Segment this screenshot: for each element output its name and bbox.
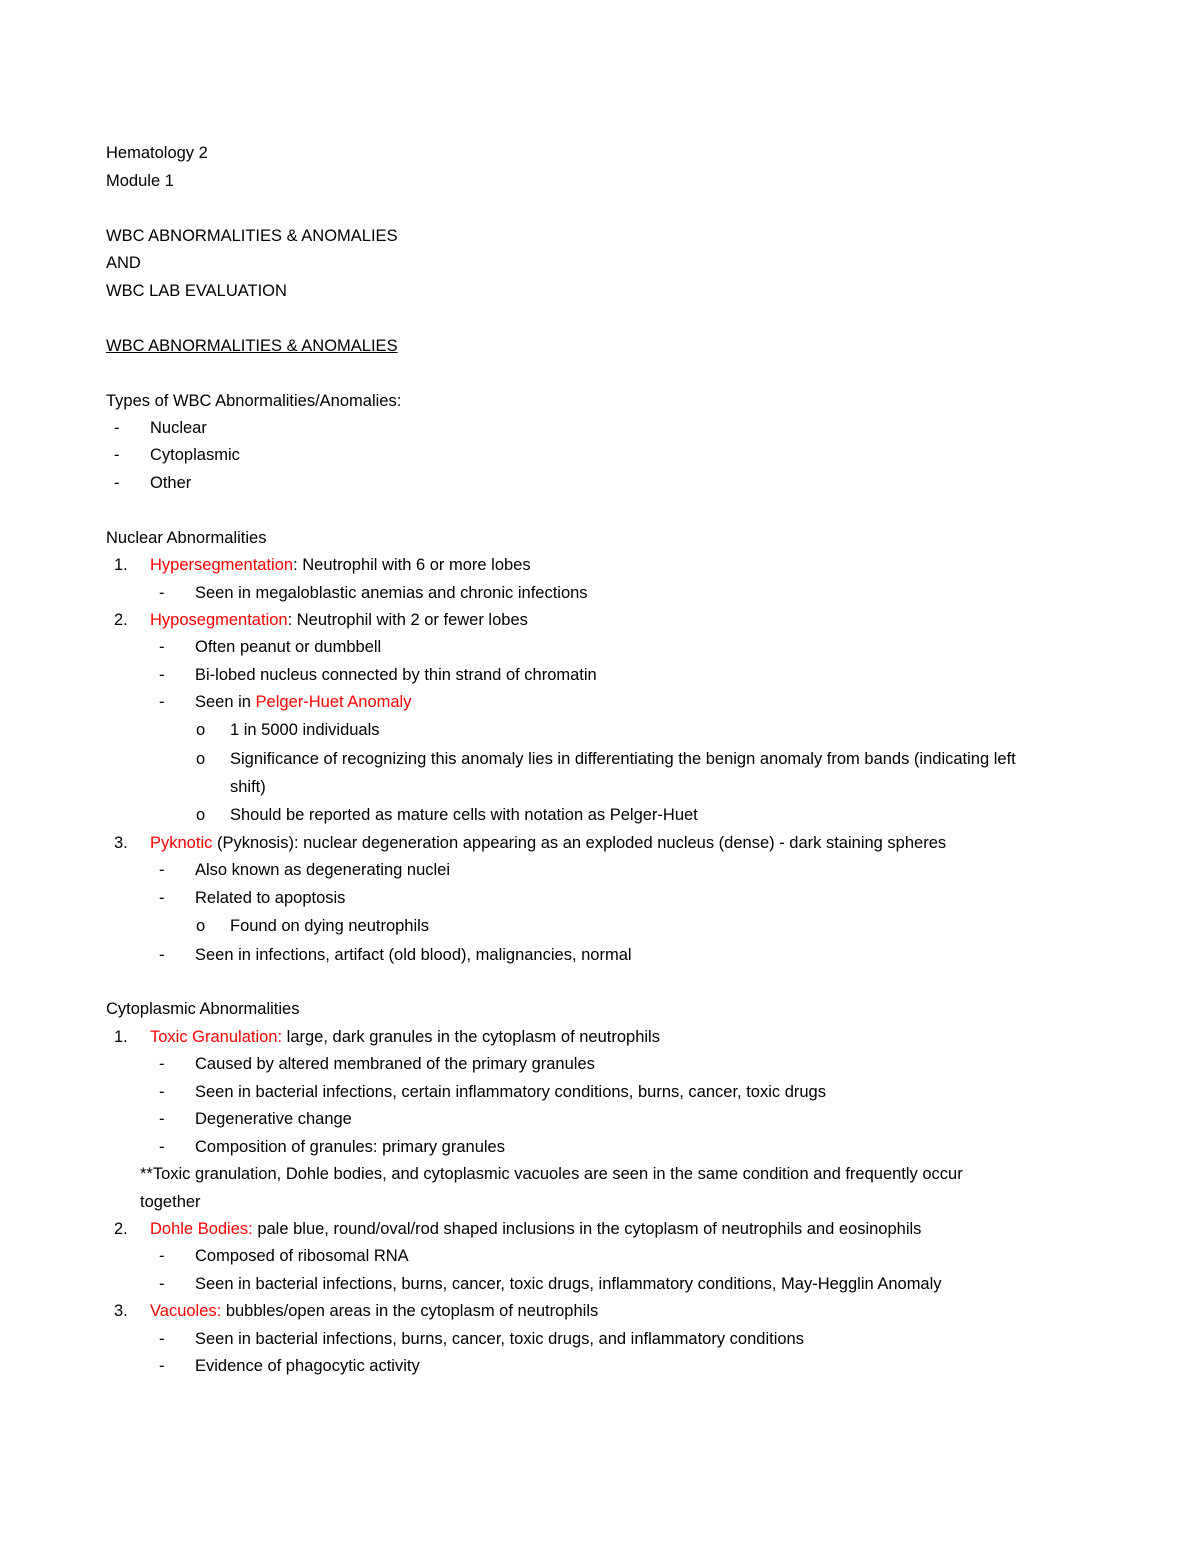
list-number: 1. bbox=[114, 1028, 128, 1046]
course-title: Hematology 2 bbox=[106, 144, 208, 162]
note-line: together bbox=[140, 1193, 201, 1211]
list-dash: - bbox=[159, 889, 165, 907]
bullet-item: Significance of recognizing this anomaly lies in differentiating the benign anomaly from bands (indicating left bbox=[230, 750, 1016, 768]
list-number: 3. bbox=[114, 1302, 128, 1320]
sub-item: Bi-lobed nucleus connected by thin strand of chromatin bbox=[195, 666, 597, 684]
term-description: : Neutrophil with 6 or more lobes bbox=[293, 556, 531, 574]
types-heading: Types of WBC Abnormalities/Anomalies: bbox=[106, 392, 402, 410]
topic-line-1: WBC ABNORMALITIES & ANOMALIES bbox=[106, 227, 398, 245]
list-item: Cytoplasmic bbox=[150, 446, 240, 464]
list-dash: - bbox=[159, 584, 165, 602]
term: Toxic Granulation: bbox=[150, 1028, 283, 1046]
nuclear-heading: Nuclear Abnormalities bbox=[106, 529, 267, 547]
bullet-item-continued: shift) bbox=[230, 778, 266, 796]
list-dash: - bbox=[159, 1083, 165, 1101]
list-number: 1. bbox=[114, 556, 128, 574]
list-dash: - bbox=[159, 1110, 165, 1128]
bullet-circle: o bbox=[196, 917, 206, 935]
bullet-circle: o bbox=[196, 806, 206, 824]
bullet-item: Found on dying neutrophils bbox=[230, 917, 430, 935]
sub-item: Often peanut or dumbbell bbox=[195, 638, 382, 656]
term-description: (Pyknosis): nuclear degeneration appearing as an exploded nucleus (dense) - dark staining spheres bbox=[212, 834, 947, 852]
sub-item: Composed of ribosomal RNA bbox=[195, 1247, 409, 1265]
list-dash: - bbox=[159, 1055, 165, 1073]
term: Pyknotic bbox=[150, 834, 213, 852]
list-dash: - bbox=[159, 1275, 165, 1293]
topic-and: AND bbox=[106, 254, 141, 272]
list-dash: - bbox=[159, 1138, 165, 1156]
term: Vacuoles: bbox=[150, 1302, 222, 1320]
sub-item: Seen in bacterial infections, burns, cancer, toxic drugs, inflammatory conditions, May-Hegglin Anomaly bbox=[195, 1275, 942, 1293]
list-dash: - bbox=[159, 1357, 165, 1375]
bullet-circle: o bbox=[196, 721, 206, 739]
list-dash: - bbox=[114, 474, 120, 492]
cytoplasmic-heading: Cytoplasmic Abnormalities bbox=[106, 1000, 300, 1018]
list-dash: - bbox=[114, 446, 120, 464]
list-number: 3. bbox=[114, 834, 128, 852]
bullet-item: Should be reported as mature cells with notation as Pelger-Huet bbox=[230, 806, 698, 824]
list-dash: - bbox=[159, 638, 165, 656]
sub-item: Related to apoptosis bbox=[195, 889, 346, 907]
sub-item bbox=[195, 692, 411, 712]
bullet-item: 1 in 5000 individuals bbox=[230, 721, 380, 739]
sub-item: Composition of granules: primary granules bbox=[195, 1138, 505, 1156]
sub-item: Caused by altered membraned of the primary granules bbox=[195, 1055, 595, 1073]
term-description: : Neutrophil with 2 or fewer lobes bbox=[287, 611, 528, 629]
list-dash: - bbox=[159, 861, 165, 879]
list-item: Nuclear bbox=[150, 419, 207, 437]
list-item bbox=[150, 833, 946, 853]
module-title: Module 1 bbox=[106, 172, 174, 190]
list-dash: - bbox=[114, 419, 120, 437]
list-dash: - bbox=[159, 1247, 165, 1265]
list-dash: - bbox=[159, 693, 165, 711]
sub-item-prefix: Seen in bbox=[195, 693, 256, 711]
note-line: **Toxic granulation, Dohle bodies, and cytoplasmic vacuoles are seen in the same condition and frequently occur bbox=[140, 1165, 963, 1183]
topic-line-2: WBC LAB EVALUATION bbox=[106, 282, 287, 300]
list-dash: - bbox=[159, 946, 165, 964]
list-item bbox=[150, 1301, 598, 1321]
list-dash: - bbox=[159, 1330, 165, 1348]
list-item bbox=[150, 610, 528, 630]
sub-item: Evidence of phagocytic activity bbox=[195, 1357, 420, 1375]
list-item bbox=[150, 1219, 921, 1239]
list-item bbox=[150, 555, 531, 575]
sub-item: Degenerative change bbox=[195, 1110, 352, 1128]
sub-item: Also known as degenerating nuclei bbox=[195, 861, 451, 879]
sub-item: Seen in infections, artifact (old blood), malignancies, normal bbox=[195, 946, 632, 964]
sub-item: Seen in bacterial infections, certain inflammatory conditions, burns, cancer, toxic drugs bbox=[195, 1083, 826, 1101]
list-item bbox=[150, 1027, 660, 1047]
term-description: pale blue, round/oval/rod shaped inclusions in the cytoplasm of neutrophils and eosinophils bbox=[252, 1220, 922, 1238]
sub-item: Seen in megaloblastic anemias and chronic infections bbox=[195, 584, 588, 602]
term: Hypersegmentation bbox=[150, 556, 294, 574]
section-heading: WBC ABNORMALITIES & ANOMALIES bbox=[106, 337, 398, 355]
list-dash: - bbox=[159, 666, 165, 684]
term: Dohle Bodies: bbox=[150, 1220, 253, 1238]
sub-item: Seen in bacterial infections, burns, cancer, toxic drugs, and inflammatory conditions bbox=[195, 1330, 804, 1348]
term-description: large, dark granules in the cytoplasm of neutrophils bbox=[282, 1028, 660, 1046]
list-item: Other bbox=[150, 474, 192, 492]
list-number: 2. bbox=[114, 611, 128, 629]
term-description: bubbles/open areas in the cytoplasm of neutrophils bbox=[221, 1302, 599, 1320]
term: Hyposegmentation bbox=[150, 611, 288, 629]
bullet-circle: o bbox=[196, 750, 206, 768]
term: Pelger-Huet Anomaly bbox=[255, 693, 412, 711]
list-number: 2. bbox=[114, 1220, 128, 1238]
